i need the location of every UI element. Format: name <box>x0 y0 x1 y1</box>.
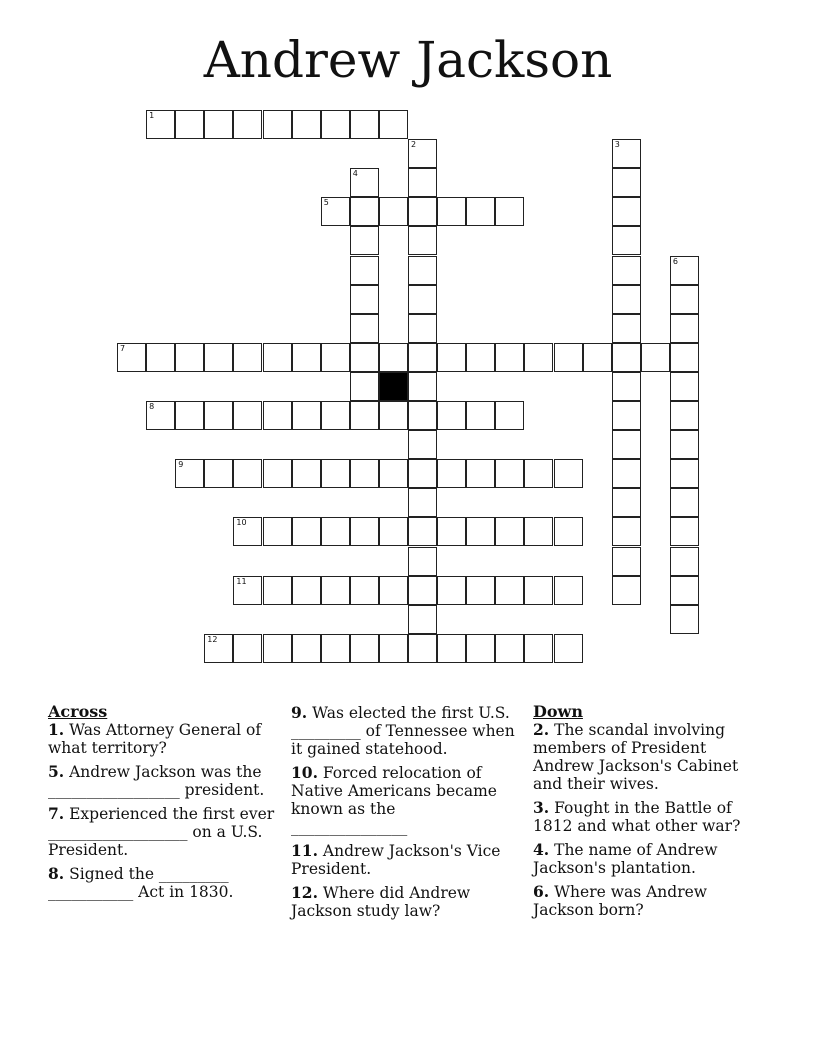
grid-cell[interactable] <box>379 197 408 226</box>
grid-cell[interactable] <box>670 256 699 285</box>
grid-cell[interactable] <box>670 547 699 576</box>
grid-cell[interactable] <box>437 401 466 430</box>
clue-number: 8. <box>48 864 65 883</box>
grid-cell[interactable] <box>204 110 233 139</box>
grid-cell[interactable] <box>408 372 437 401</box>
grid-cell[interactable] <box>233 343 262 372</box>
grid-cell[interactable] <box>350 372 379 401</box>
grid-cell[interactable] <box>350 168 379 197</box>
grid-cell[interactable] <box>350 576 379 605</box>
grid-cell[interactable] <box>321 401 350 430</box>
grid-cell[interactable] <box>233 634 262 663</box>
grid-cell[interactable] <box>495 634 524 663</box>
clue-number: 6. <box>533 882 550 901</box>
grid-cell[interactable] <box>495 401 524 430</box>
grid-cell[interactable] <box>350 459 379 488</box>
grid-cell[interactable] <box>350 197 379 226</box>
grid-cell[interactable] <box>292 517 321 546</box>
grid-cell[interactable] <box>466 634 495 663</box>
clue-text: The scandal involving members of President Andrew Jackson's Cabinet and their wives. <box>533 721 739 793</box>
clue-number: 7. <box>48 804 65 823</box>
grid-cell[interactable] <box>233 576 262 605</box>
grid-cell[interactable] <box>263 576 292 605</box>
clue-number: 5 <box>323 198 329 208</box>
grid-cell[interactable] <box>612 488 641 517</box>
grid-cell[interactable] <box>321 517 350 546</box>
grid-cell[interactable] <box>670 285 699 314</box>
grid-cell[interactable] <box>408 401 437 430</box>
grid-cell[interactable] <box>612 168 641 197</box>
grid-cell[interactable] <box>263 517 292 546</box>
clue-number: 3 <box>614 140 620 150</box>
clue <box>533 883 763 919</box>
grid-cell[interactable] <box>408 576 437 605</box>
grid-cell[interactable] <box>670 488 699 517</box>
clue-text: Andrew Jackson was the _________________ president. <box>48 763 265 799</box>
grid-cell[interactable] <box>350 343 379 372</box>
clue-text: Experienced the first ever __________________ on a U.S. President. <box>48 805 275 859</box>
grid-cell[interactable] <box>495 197 524 226</box>
grid-cell[interactable] <box>292 343 321 372</box>
grid-cell[interactable] <box>670 517 699 546</box>
clue-text: Was Attorney General of what territory? <box>48 721 262 757</box>
grid-cell[interactable] <box>263 459 292 488</box>
clue <box>48 763 278 799</box>
grid-cell[interactable] <box>612 343 641 372</box>
grid-cell[interactable] <box>379 576 408 605</box>
grid-cell[interactable] <box>146 343 175 372</box>
grid-cell[interactable] <box>263 343 292 372</box>
across-clue-list <box>48 721 278 901</box>
grid-cell[interactable] <box>408 314 437 343</box>
grid-cell[interactable] <box>408 547 437 576</box>
grid-cell[interactable] <box>408 168 437 197</box>
grid-cell[interactable] <box>554 634 583 663</box>
grid-cell[interactable] <box>554 343 583 372</box>
grid-cell[interactable] <box>612 197 641 226</box>
grid-cell[interactable] <box>612 401 641 430</box>
grid-cell[interactable] <box>408 226 437 255</box>
grid-cell[interactable] <box>612 139 641 168</box>
grid-cell[interactable] <box>437 459 466 488</box>
grid-cell[interactable] <box>612 226 641 255</box>
grid-cell[interactable] <box>466 576 495 605</box>
black-cell <box>379 372 408 401</box>
grid-cell[interactable] <box>612 459 641 488</box>
grid-cell[interactable] <box>379 517 408 546</box>
grid-cell[interactable] <box>175 110 204 139</box>
across-clue-list-continued <box>291 704 516 920</box>
grid-cell[interactable] <box>408 517 437 546</box>
grid-cell[interactable] <box>408 459 437 488</box>
clue-number: 9. <box>291 703 308 722</box>
down-clues-column <box>533 702 763 925</box>
grid-cell[interactable] <box>408 488 437 517</box>
grid-cell[interactable] <box>495 517 524 546</box>
grid-cell[interactable] <box>263 110 292 139</box>
clue <box>291 764 516 836</box>
grid-cell[interactable] <box>612 547 641 576</box>
clue-text: Forced relocation of Native Americans became known as the _______________ <box>291 764 497 836</box>
clue-number: 2 <box>411 140 417 150</box>
grid-cell[interactable] <box>321 634 350 663</box>
grid-cell[interactable] <box>408 256 437 285</box>
clue-text: Signed the _________ ___________ Act in 1830. <box>48 865 234 901</box>
clue-number: 10. <box>291 763 318 782</box>
grid-cell[interactable] <box>175 343 204 372</box>
grid-cell[interactable] <box>670 430 699 459</box>
grid-cell[interactable] <box>292 459 321 488</box>
grid-cell[interactable] <box>495 576 524 605</box>
across-heading: Across <box>48 702 108 721</box>
clue <box>533 841 763 877</box>
grid-cell[interactable] <box>670 343 699 372</box>
grid-cell[interactable] <box>612 576 641 605</box>
grid-cell[interactable] <box>379 401 408 430</box>
clue-text: Was elected the first U.S. _________ of Tennessee when it gained statehood. <box>291 704 515 758</box>
clue-number: 12. <box>291 883 318 902</box>
grid-cell[interactable] <box>524 576 553 605</box>
grid-cell[interactable] <box>321 459 350 488</box>
grid-cell[interactable] <box>670 372 699 401</box>
grid-cell[interactable] <box>670 459 699 488</box>
grid-cell[interactable] <box>263 401 292 430</box>
grid-cell[interactable] <box>350 634 379 663</box>
grid-cell[interactable] <box>437 517 466 546</box>
across-clues-continued-column <box>291 704 516 926</box>
grid-cell[interactable] <box>146 110 175 139</box>
grid-cell[interactable] <box>350 256 379 285</box>
grid-cell[interactable] <box>612 430 641 459</box>
clue-number: 4 <box>352 169 358 179</box>
grid-cell[interactable] <box>292 401 321 430</box>
puzzle-title: Andrew Jackson <box>203 31 613 89</box>
grid-cell[interactable] <box>379 634 408 663</box>
grid-cell[interactable] <box>321 110 350 139</box>
grid-cell[interactable] <box>175 459 204 488</box>
grid-cell[interactable] <box>437 576 466 605</box>
grid-cell[interactable] <box>379 110 408 139</box>
grid-cell[interactable] <box>670 401 699 430</box>
grid-cell[interactable] <box>466 343 495 372</box>
clue <box>48 865 278 901</box>
grid-cell[interactable] <box>408 285 437 314</box>
grid-cell[interactable] <box>466 517 495 546</box>
grid-cell[interactable] <box>437 634 466 663</box>
clue-text: Where did Andrew Jackson study law? <box>291 884 471 920</box>
grid-cell[interactable] <box>466 197 495 226</box>
grid-cell[interactable] <box>670 576 699 605</box>
grid-cell[interactable] <box>408 197 437 226</box>
grid-cell[interactable] <box>408 343 437 372</box>
grid-cell[interactable] <box>466 459 495 488</box>
clue-number: 8 <box>149 402 155 411</box>
grid-cell[interactable] <box>175 401 204 430</box>
grid-cell[interactable] <box>670 605 699 634</box>
grid-cell[interactable] <box>524 459 553 488</box>
clue <box>291 842 516 878</box>
grid-cell[interactable] <box>554 459 583 488</box>
grid-cell[interactable] <box>583 343 612 372</box>
clue-number: 1. <box>48 720 65 739</box>
grid-cell[interactable] <box>233 110 262 139</box>
grid-cell[interactable] <box>612 372 641 401</box>
clue <box>291 704 516 758</box>
grid-cell[interactable] <box>350 401 379 430</box>
grid-cell[interactable] <box>233 401 262 430</box>
clue-text: Andrew Jackson's Vice President. <box>291 842 501 878</box>
grid-cell[interactable] <box>350 226 379 255</box>
grid-cell[interactable] <box>612 517 641 546</box>
clue-text: Where was Andrew Jackson born? <box>533 883 708 919</box>
clue <box>48 805 278 859</box>
grid-cell[interactable] <box>524 343 553 372</box>
grid-cell[interactable] <box>204 459 233 488</box>
grid-cell[interactable] <box>408 139 437 168</box>
clue-number: 11. <box>291 841 318 860</box>
grid-cell[interactable] <box>321 343 350 372</box>
grid-cell[interactable] <box>379 459 408 488</box>
grid-cell[interactable] <box>466 401 495 430</box>
down-heading: Down <box>533 702 583 721</box>
grid-cell[interactable] <box>350 285 379 314</box>
grid-cell[interactable] <box>524 517 553 546</box>
grid-cell[interactable] <box>204 634 233 663</box>
clue <box>533 721 763 793</box>
grid-cell[interactable] <box>292 110 321 139</box>
grid-cell[interactable] <box>321 576 350 605</box>
clue-number: 1 <box>149 111 155 120</box>
grid-cell[interactable] <box>350 110 379 139</box>
clue <box>533 799 763 835</box>
grid-cell[interactable] <box>350 517 379 546</box>
across-clues-column <box>48 702 278 907</box>
clue-number: 2. <box>533 720 550 739</box>
grid-cell[interactable] <box>350 314 379 343</box>
clue <box>291 884 516 920</box>
clue-number: 5. <box>48 762 65 781</box>
clue-text: Fought in the Battle of 1812 and what other war? <box>533 799 741 835</box>
grid-cell[interactable] <box>408 634 437 663</box>
grid-cell[interactable] <box>495 343 524 372</box>
clue-number: 12 <box>207 634 218 644</box>
grid-cell[interactable] <box>670 314 699 343</box>
grid-cell[interactable] <box>146 401 175 430</box>
clue-number: 9 <box>178 460 184 470</box>
grid-cell[interactable] <box>437 197 466 226</box>
clue-number: 6 <box>672 256 678 266</box>
grid-cell[interactable] <box>233 517 262 546</box>
grid-cell[interactable] <box>292 576 321 605</box>
grid-cell[interactable] <box>437 343 466 372</box>
grid-cell[interactable] <box>379 343 408 372</box>
clue-number: 7 <box>120 343 126 353</box>
grid-cell[interactable] <box>233 459 262 488</box>
grid-cell[interactable] <box>263 634 292 663</box>
grid-cell[interactable] <box>554 576 583 605</box>
grid-cell[interactable] <box>641 343 670 372</box>
down-clue-list <box>533 721 763 919</box>
clue <box>48 721 278 757</box>
clue-number: 3. <box>533 798 550 817</box>
grid-cell[interactable] <box>495 459 524 488</box>
grid-cell[interactable] <box>204 401 233 430</box>
grid-cell[interactable] <box>204 343 233 372</box>
clue-number: 10 <box>236 518 247 528</box>
grid-cell[interactable] <box>117 343 146 372</box>
clue-number: 11 <box>236 576 247 586</box>
grid-cell[interactable] <box>612 285 641 314</box>
clue-number: 4. <box>533 840 550 859</box>
grid-cell[interactable] <box>524 634 553 663</box>
grid-cell[interactable] <box>408 605 437 634</box>
grid-cell[interactable] <box>612 256 641 285</box>
clue-text: The name of Andrew Jackson's plantation. <box>533 841 718 877</box>
grid-cell[interactable] <box>612 314 641 343</box>
grid-cell[interactable] <box>408 430 437 459</box>
grid-cell[interactable] <box>554 517 583 546</box>
grid-cell[interactable] <box>292 634 321 663</box>
grid-cell[interactable] <box>321 197 350 226</box>
